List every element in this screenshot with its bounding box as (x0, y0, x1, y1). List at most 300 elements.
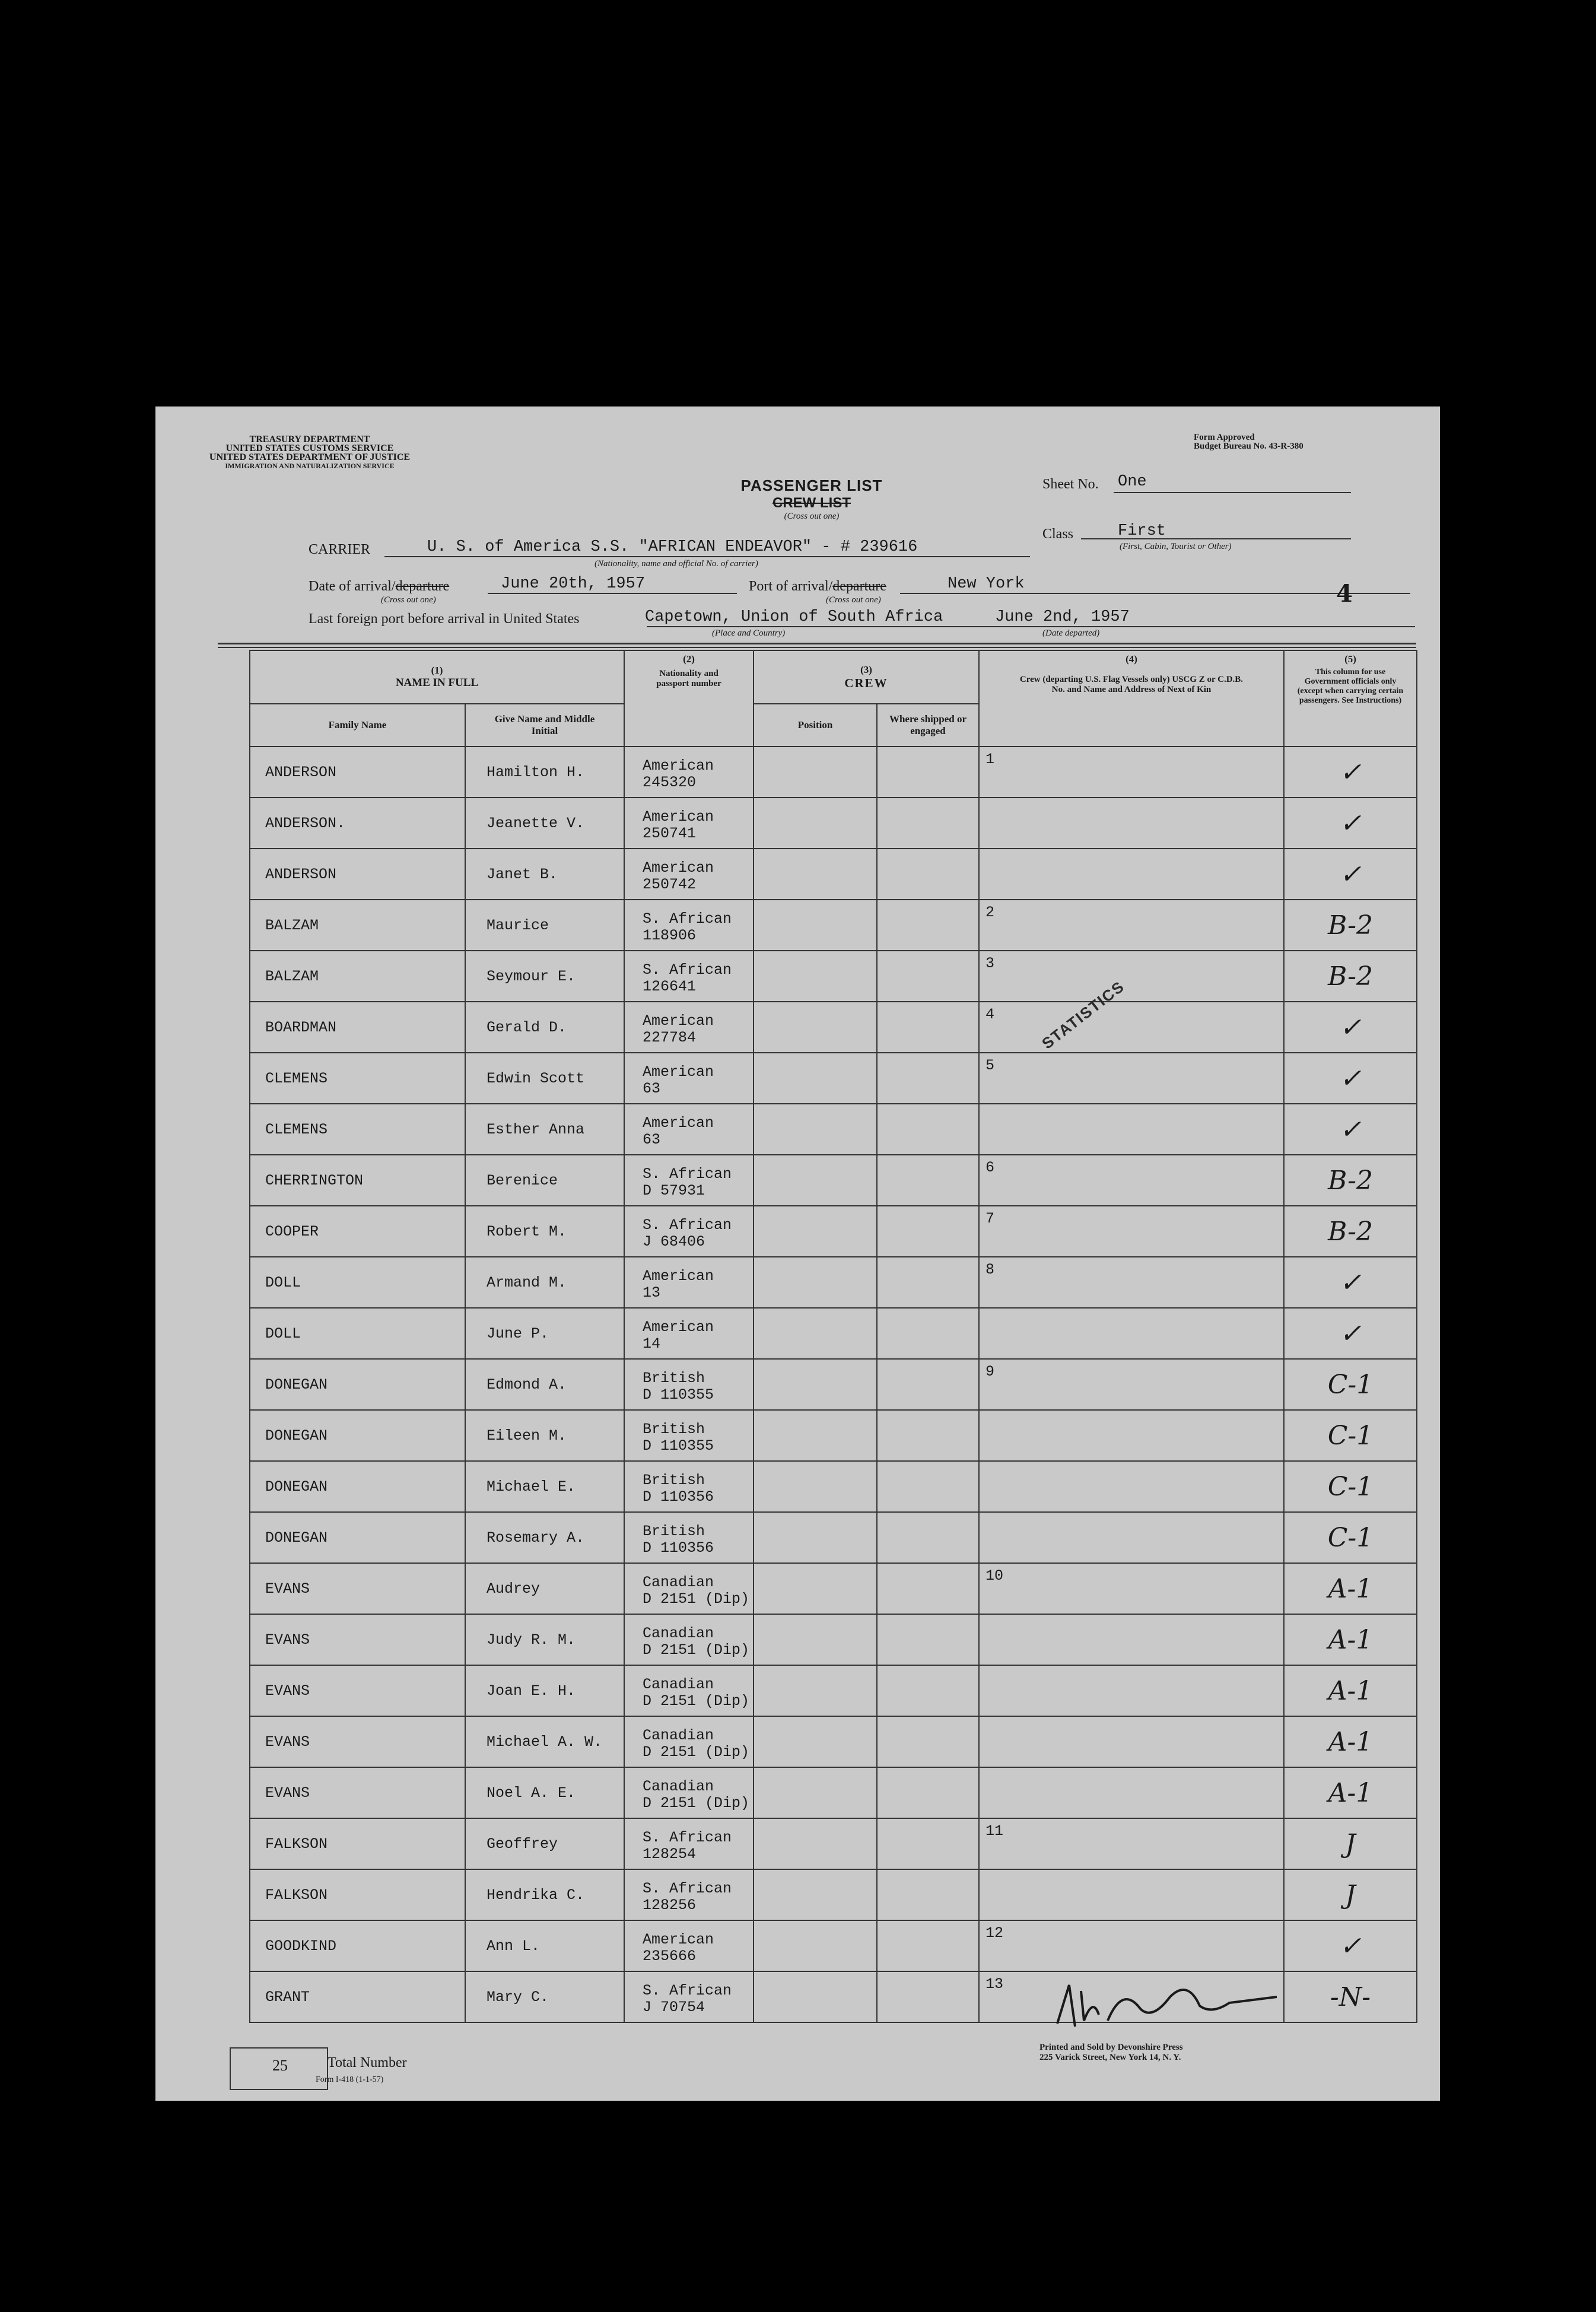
family-name-cell (250, 1206, 465, 1257)
kin-cell (979, 1359, 1284, 1410)
official-mark: A-1 (1328, 1624, 1373, 1655)
position-cell (754, 1104, 877, 1155)
given-name: Geoffrey (487, 1835, 558, 1853)
given-name-cell (465, 1563, 624, 1614)
passport-number: 14 (643, 1335, 661, 1352)
position-cell (754, 747, 877, 798)
gov-use-cell (1284, 1002, 1417, 1053)
last-port-value: Capetown, Union of South Africa (645, 608, 943, 626)
nationality: S. African (643, 910, 732, 928)
nationality-cell (624, 1308, 754, 1359)
official-mark: C-1 (1327, 1369, 1374, 1400)
kin-cell (979, 747, 1284, 798)
given-name: Noel A. E. (487, 1784, 576, 1802)
where-shipped-cell (877, 1614, 979, 1665)
nationality: Canadian (643, 1778, 714, 1795)
given-name: Michael A. W. (487, 1733, 603, 1751)
col5-num: (5) (1344, 653, 1356, 665)
sheet-no-value: One (1118, 473, 1147, 491)
gov-use-cell (1284, 1512, 1417, 1563)
gov-use-cell (1284, 1869, 1417, 1920)
nationality: American (643, 1063, 714, 1081)
col5-title: This column for use Government officials only (except when carrying certain passengers. See Instructions) (1297, 668, 1404, 705)
passport-number: D 2151 (Dip) (643, 1795, 750, 1812)
table-row (250, 1563, 1417, 1614)
table-row (250, 1155, 1417, 1206)
gov-use-cell (1284, 1461, 1417, 1512)
position-cell (754, 849, 877, 900)
title-block (729, 477, 895, 522)
nationality: American (643, 1012, 714, 1030)
dept-customs: UNITED STATES CUSTOMS SERVICE (225, 443, 394, 453)
kin-cell (979, 1767, 1284, 1818)
nationality-cell (624, 1614, 754, 1665)
position-cell (754, 1665, 877, 1716)
nationality-cell (624, 1920, 754, 1971)
position-cell (754, 1461, 877, 1512)
given-name-cell (465, 747, 624, 798)
family-name-cell (250, 1359, 465, 1410)
family-name: DONEGAN (265, 1427, 328, 1444)
nationality: S. African (643, 1982, 732, 1999)
table-row (250, 1920, 1417, 1971)
family-name-cell (250, 1461, 465, 1512)
where-shipped-cell (877, 747, 979, 798)
passenger-list-sheet (155, 406, 1440, 2101)
table-row (250, 747, 1417, 798)
given-name: Berenice (487, 1171, 558, 1189)
official-mark: ✓ (1339, 757, 1362, 787)
official-mark: C-1 (1327, 1471, 1374, 1502)
passport-number: 118906 (643, 927, 697, 944)
nationality: S. African (643, 1880, 732, 1897)
given-name-cell (465, 1818, 624, 1869)
col-given-name: Give Name and Middle Initial (465, 704, 624, 747)
kin-cell (979, 1104, 1284, 1155)
family-name-cell (250, 1155, 465, 1206)
given-name-cell (465, 1308, 624, 1359)
where-shipped-cell (877, 1461, 979, 1512)
passport-number: D 2151 (Dip) (643, 1743, 750, 1761)
family-name-cell (250, 900, 465, 951)
official-mark: A-1 (1328, 1777, 1373, 1808)
gov-use-cell (1284, 849, 1417, 900)
kin-cell (979, 1155, 1284, 1206)
position-cell (754, 1767, 877, 1818)
family-name: EVANS (265, 1631, 310, 1649)
passport-number: 126641 (643, 978, 697, 995)
gov-use-cell (1284, 1614, 1417, 1665)
given-name: Esther Anna (487, 1120, 585, 1138)
nationality-cell (624, 1359, 754, 1410)
nationality-cell (624, 1410, 754, 1461)
family-name-cell (250, 1920, 465, 1971)
kin-cell (979, 1512, 1284, 1563)
nationality: American (643, 1931, 714, 1948)
nationality-cell (624, 1818, 754, 1869)
position-cell (754, 1818, 877, 1869)
given-name-cell (465, 849, 624, 900)
where-shipped-cell (877, 1563, 979, 1614)
col-crew (754, 650, 979, 704)
family-name: BALZAM (265, 967, 319, 985)
col-family-name: Family Name (250, 704, 465, 747)
family-name-cell (250, 1053, 465, 1104)
gov-use-cell (1284, 1563, 1417, 1614)
passport-number: D 110356 (643, 1488, 714, 1506)
family-name-cell (250, 798, 465, 849)
nationality: S. African (643, 1829, 732, 1846)
family-name-cell (250, 951, 465, 1002)
family-name: EVANS (265, 1682, 310, 1700)
position-cell (754, 1563, 877, 1614)
kin-number: 1 (985, 751, 995, 768)
gov-use-cell (1284, 900, 1417, 951)
nationality-cell (624, 1512, 754, 1563)
sheet-no-label: Sheet No. (1042, 477, 1099, 492)
where-shipped-cell (877, 849, 979, 900)
col-name-in-full (250, 650, 624, 704)
position-cell (754, 1206, 877, 1257)
official-mark: C-1 (1327, 1420, 1374, 1451)
given-name: Seymour E. (487, 967, 576, 985)
table-row (250, 1665, 1417, 1716)
gov-use-cell (1284, 1257, 1417, 1308)
kin-cell (979, 1665, 1284, 1716)
given-name: Michael E. (487, 1478, 576, 1495)
position-cell (754, 900, 877, 951)
passport-number: 245320 (643, 774, 697, 791)
family-name: DONEGAN (265, 1529, 328, 1546)
date-departed-hint: (Date departed) (1042, 628, 1100, 638)
kin-cell (979, 951, 1284, 1002)
nationality: American (643, 1268, 714, 1285)
family-name: EVANS (265, 1733, 310, 1751)
table-row (250, 798, 1417, 849)
given-name: Edwin Scott (487, 1069, 585, 1087)
passport-number: D 110355 (643, 1386, 714, 1403)
official-mark: ✓ (1339, 1930, 1362, 1961)
port-arrival-value: New York (948, 575, 1025, 593)
given-name: Hendrika C. (487, 1886, 585, 1904)
given-name: Rosemary A. (487, 1529, 585, 1546)
last-port-label: Last foreign port before arrival in United States (309, 611, 580, 627)
passport-number: D 110356 (643, 1539, 714, 1557)
where-shipped-cell (877, 1716, 979, 1767)
family-name: FALKSON (265, 1835, 328, 1853)
nationality: Canadian (643, 1727, 714, 1744)
family-name-cell (250, 1512, 465, 1563)
position-cell (754, 1053, 877, 1104)
table-row (250, 1716, 1417, 1767)
position-cell (754, 1155, 877, 1206)
where-shipped-cell (877, 1512, 979, 1563)
port-hint: (Cross out one) (826, 595, 881, 605)
given-name-cell (465, 951, 624, 1002)
where-shipped-cell (877, 1818, 979, 1869)
kin-number: 6 (985, 1159, 995, 1176)
date-hint: (Cross out one) (381, 595, 436, 605)
given-name: Eileen M. (487, 1427, 567, 1444)
col2-title: Nationality and passport number (656, 669, 721, 688)
nationality-cell (624, 1002, 754, 1053)
col-next-of-kin (979, 650, 1284, 747)
given-name: Gerald D. (487, 1018, 567, 1036)
where-shipped-cell (877, 1971, 979, 2022)
nationality-cell (624, 1563, 754, 1614)
passport-number: J 70754 (643, 1999, 705, 2016)
nationality-cell (624, 798, 754, 849)
table-row (250, 1869, 1417, 1920)
col-position: Position (754, 704, 877, 747)
given-name: Maurice (487, 916, 549, 934)
nationality: S. African (643, 1217, 732, 1234)
family-name: CLEMENS (265, 1120, 328, 1138)
position-cell (754, 1359, 877, 1410)
family-name: DOLL (265, 1325, 301, 1342)
family-name: ANDERSON. (265, 814, 346, 832)
nationality-cell (624, 1971, 754, 2022)
date-departed-value: June 2nd, 1957 (995, 608, 1130, 626)
class-hint: (First, Cabin, Tourist or Other) (1120, 542, 1232, 551)
official-mark: B-2 (1327, 961, 1373, 992)
date-departure-struck: departure (395, 579, 450, 594)
kin-cell (979, 798, 1284, 849)
table-row (250, 1512, 1417, 1563)
kin-cell (979, 1563, 1284, 1614)
nationality: British (643, 1472, 705, 1489)
where-shipped-cell (877, 900, 979, 951)
official-mark: -N- (1330, 1981, 1371, 2012)
statistics-stamp: STATISTICS (1038, 977, 1128, 1053)
official-mark: ✓ (1339, 1063, 1362, 1094)
where-shipped-cell (877, 1257, 979, 1308)
nationality: British (643, 1421, 705, 1438)
given-name: Jeanette V. (487, 814, 585, 832)
position-cell (754, 1716, 877, 1767)
family-name-cell (250, 1257, 465, 1308)
family-name: COOPER (265, 1222, 319, 1240)
passport-number: 128256 (643, 1897, 697, 1914)
gov-use-cell (1284, 1206, 1417, 1257)
passport-number: D 57931 (643, 1182, 705, 1199)
gov-use-cell (1284, 1410, 1417, 1461)
table-row (250, 900, 1417, 951)
official-mark: ✓ (1339, 859, 1362, 890)
dept-justice: UNITED STATES DEPARTMENT OF JUSTICE (209, 452, 411, 462)
official-mark: ✓ (1339, 1267, 1362, 1298)
kin-cell (979, 1869, 1284, 1920)
nationality-cell (624, 1257, 754, 1308)
official-mark: ✓ (1339, 808, 1362, 839)
given-name: Ann L. (487, 1937, 541, 1955)
given-name: Hamilton H. (487, 763, 585, 781)
passport-number: J 68406 (643, 1233, 705, 1250)
family-name-cell (250, 1818, 465, 1869)
nationality-cell (624, 1767, 754, 1818)
port-label: Port of arrival/ (749, 579, 833, 594)
nationality: American (643, 1319, 714, 1336)
nationality-cell (624, 1206, 754, 1257)
passenger-rows (250, 747, 1417, 2022)
given-name: Robert M. (487, 1222, 567, 1240)
given-name: Armand M. (487, 1273, 567, 1291)
family-name: CLEMENS (265, 1069, 328, 1087)
family-name-cell (250, 1716, 465, 1767)
kin-number: 10 (985, 1567, 1004, 1584)
carrier-label: CARRIER (309, 542, 371, 557)
family-name-cell (250, 1104, 465, 1155)
form-approved-block (1194, 433, 1303, 451)
kin-number: 8 (985, 1261, 995, 1278)
position-cell (754, 1920, 877, 1971)
gov-use-cell (1284, 798, 1417, 849)
passport-number: 63 (643, 1131, 661, 1148)
kin-number: 13 (985, 1976, 1004, 1993)
kin-cell (979, 1002, 1284, 1053)
total-value: 25 (272, 2057, 288, 2074)
position-cell (754, 1971, 877, 2022)
gov-use-cell (1284, 1665, 1417, 1716)
gov-use-cell (1284, 1359, 1417, 1410)
given-name: Janet B. (487, 865, 558, 883)
port-departure-struck: departure (832, 579, 886, 594)
family-name: GOODKIND (265, 1937, 337, 1955)
dept-ins: IMMIGRATION AND NATURALIZATION SERVICE (225, 462, 395, 470)
family-name: ANDERSON (265, 763, 337, 781)
kin-cell (979, 1410, 1284, 1461)
family-name: DOLL (265, 1273, 301, 1291)
family-name-cell (250, 1410, 465, 1461)
official-mark: B-2 (1327, 1165, 1373, 1196)
family-name: DONEGAN (265, 1376, 328, 1393)
given-name: Edmond A. (487, 1376, 567, 1393)
budget-bureau: Budget Bureau No. 43-R-380 (1194, 442, 1303, 451)
given-name: Mary C. (487, 1988, 549, 2006)
where-shipped-cell (877, 1410, 979, 1461)
nationality: S. African (643, 1165, 732, 1183)
kin-cell (979, 1716, 1284, 1767)
printer-line2: 225 Varick Street, New York 14, N. Y. (1039, 2053, 1181, 2062)
family-name-cell (250, 849, 465, 900)
given-name-cell (465, 1920, 624, 1971)
given-name-cell (465, 1155, 624, 1206)
where-shipped-cell (877, 1104, 979, 1155)
date-arrival-value: June 20th, 1957 (501, 575, 646, 593)
given-name-cell (465, 1206, 624, 1257)
table-row (250, 1359, 1417, 1410)
given-name-cell (465, 1971, 624, 2022)
given-name-cell (465, 1359, 624, 1410)
col3-title: CREW (844, 675, 888, 690)
position-cell (754, 951, 877, 1002)
position-cell (754, 1002, 877, 1053)
kin-number: 3 (985, 955, 995, 972)
family-name-cell (250, 1971, 465, 2022)
nationality-cell (624, 849, 754, 900)
family-name: EVANS (265, 1784, 310, 1802)
gov-use-cell (1284, 1767, 1417, 1818)
passport-number: 250742 (643, 876, 697, 893)
kin-number: 5 (985, 1057, 995, 1074)
given-name: Judy R. M. (487, 1631, 576, 1649)
gov-use-cell (1284, 1716, 1417, 1767)
nationality-cell (624, 747, 754, 798)
family-name-cell (250, 1308, 465, 1359)
total-label: Total Number (328, 2055, 407, 2070)
official-mark: A-1 (1328, 1675, 1373, 1706)
family-name-cell (250, 1614, 465, 1665)
nationality-cell (624, 1869, 754, 1920)
header-rule (218, 643, 1416, 648)
where-shipped-cell (877, 1155, 979, 1206)
nationality: Canadian (643, 1676, 714, 1693)
col-government-use (1284, 650, 1417, 747)
given-name-cell (465, 1410, 624, 1461)
table-row (250, 849, 1417, 900)
col1-title: NAME IN FULL (395, 677, 479, 689)
gov-use-cell (1284, 951, 1417, 1002)
where-shipped-cell (877, 1053, 979, 1104)
table-row (250, 1308, 1417, 1359)
table-row (250, 1461, 1417, 1512)
given-name-cell (465, 1461, 624, 1512)
gov-use-cell (1284, 1053, 1417, 1104)
table-row (250, 951, 1417, 1002)
where-shipped-cell (877, 1920, 979, 1971)
dept-treasury: TREASURY DEPARTMENT (249, 434, 370, 444)
cross-out-one: (Cross out one) (784, 512, 840, 521)
kin-number: 12 (985, 1924, 1004, 1942)
printer-line1: Printed and Sold by Devonshire Press (1039, 2043, 1183, 2052)
where-shipped-cell (877, 1665, 979, 1716)
family-name: BOARDMAN (265, 1018, 337, 1036)
family-name: CHERRINGTON (265, 1171, 364, 1189)
given-name-cell (465, 1512, 624, 1563)
kin-number: 7 (985, 1210, 995, 1227)
kin-cell (979, 849, 1284, 900)
table-row (250, 1104, 1417, 1155)
nationality: American (643, 859, 714, 876)
official-mark: ✓ (1339, 1114, 1362, 1145)
position-cell (754, 1869, 877, 1920)
kin-number: 4 (985, 1006, 995, 1023)
where-shipped-cell (877, 1002, 979, 1053)
nationality-cell (624, 1716, 754, 1767)
last-port-hint: (Place and Country) (712, 628, 786, 638)
official-mark: C-1 (1327, 1522, 1374, 1553)
table-row (250, 1614, 1417, 1665)
position-cell (754, 1512, 877, 1563)
gov-use-cell (1284, 1971, 1417, 2022)
given-name-cell (465, 1053, 624, 1104)
table-row (250, 1053, 1417, 1104)
where-shipped-cell (877, 1869, 979, 1920)
carrier-value: U. S. of America S.S. "AFRICAN ENDEAVOR" - # 239616 (427, 538, 918, 556)
family-name-cell (250, 1665, 465, 1716)
kin-number: 2 (985, 904, 995, 921)
official-mark: ✓ (1339, 1012, 1362, 1043)
nationality: S. African (643, 961, 732, 979)
kin-cell (979, 1461, 1284, 1512)
kin-cell (979, 1308, 1284, 1359)
kin-number: 11 (985, 1822, 1004, 1840)
nationality: Canadian (643, 1574, 714, 1591)
signature-scribble (1051, 1973, 1283, 2032)
carrier-hint: (Nationality, name and official No. of carrier) (594, 559, 758, 569)
date-label: Date of arrival/ (309, 579, 396, 594)
form-approved: Form Approved (1194, 433, 1255, 442)
